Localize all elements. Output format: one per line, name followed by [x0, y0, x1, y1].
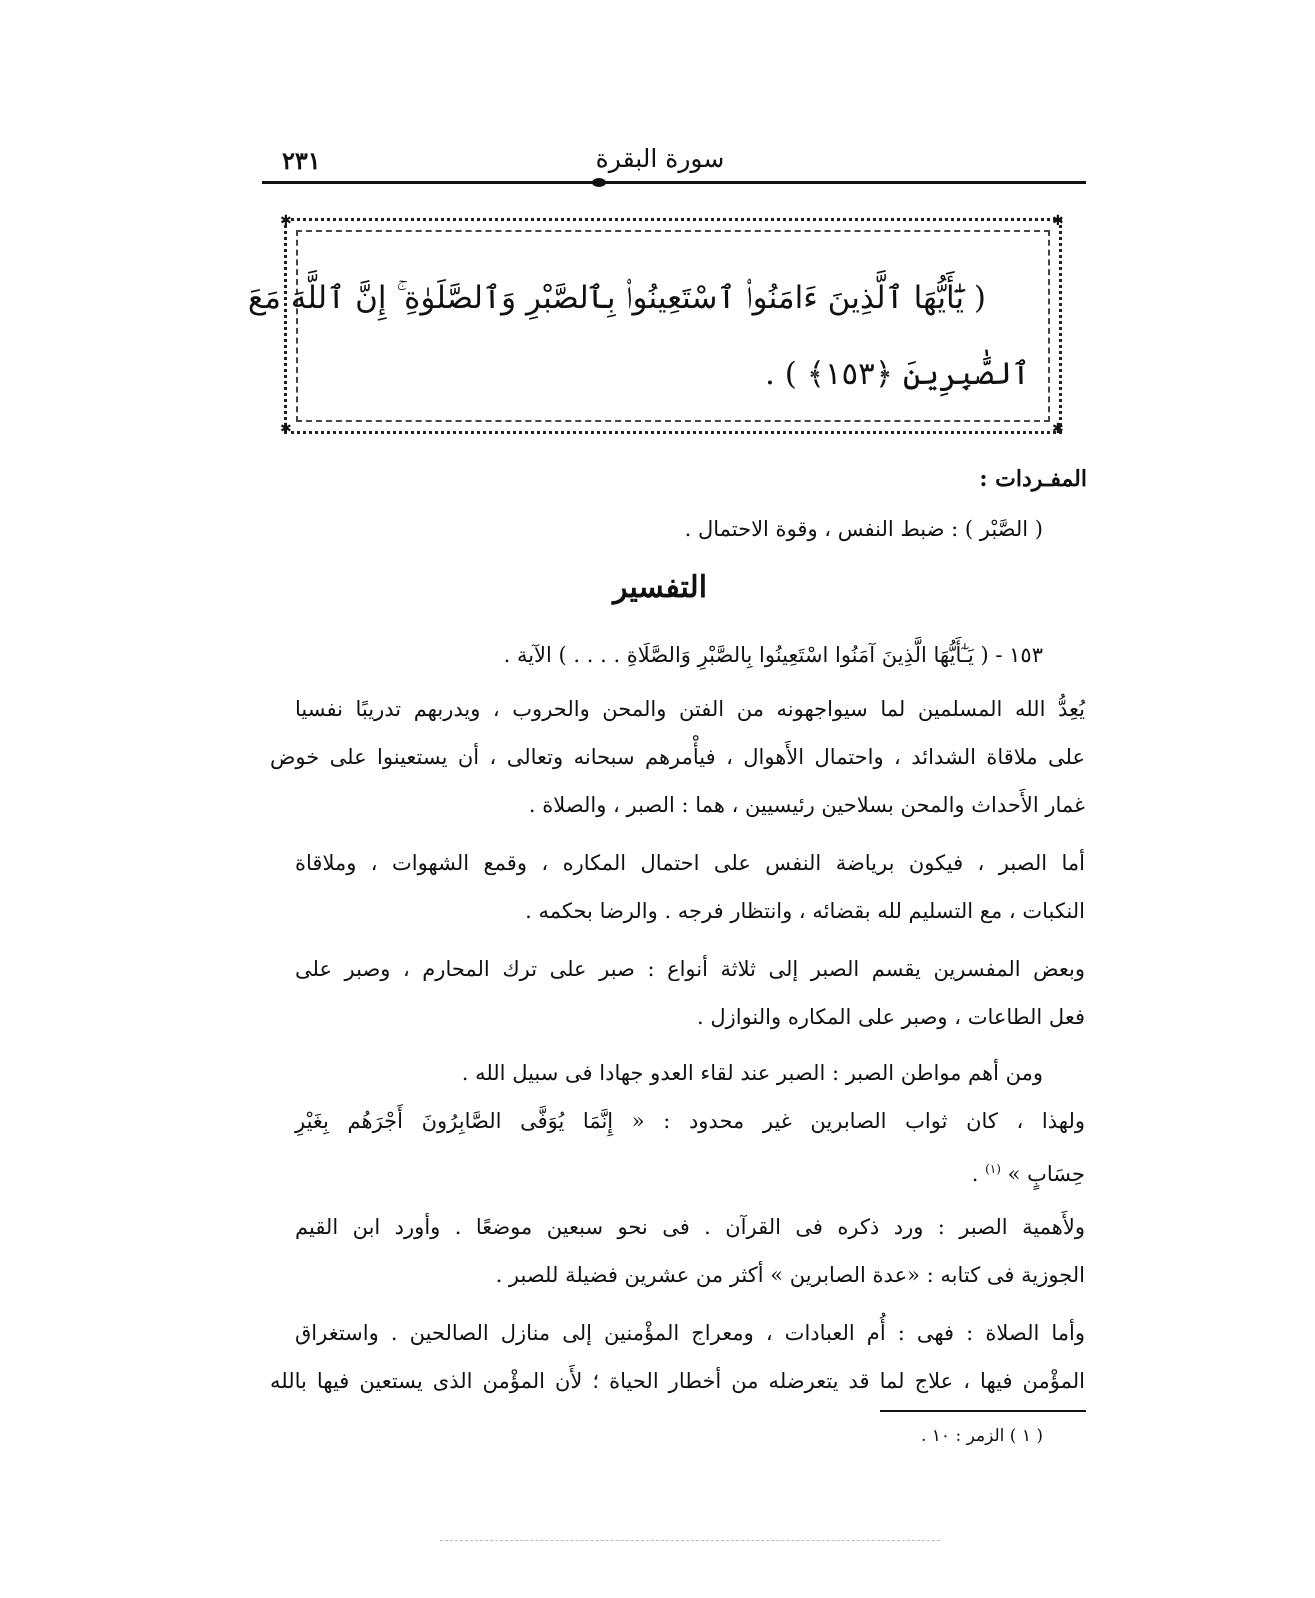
paragraph-line: ولهذا ، كان ثواب الصابرين غير محدود : « إِنَّمَا يُوَفَّى الصَّابِرُونَ أَجْرَهُم بِغَيْرِ	[295, 1109, 1085, 1133]
paragraph-line: أما الصبر ، فيكون برياضة النفس على احتمال المكاره ، وقمع الشهوات ، وملاقاة	[295, 851, 1085, 875]
corner-ornament-icon: ✱	[280, 213, 292, 229]
paragraph-line: يُعِدُّ الله المسلمين لما سيواجهونه من الفتن والمحن والحروب ، ويدربهم تدريبًا نفسيا	[295, 697, 1085, 721]
header-ornament	[592, 178, 606, 187]
paragraph-line: الجوزية فى كتابه : «عدة الصابرين » أكثر من عشرين فضيلة للصبر .	[495, 1263, 1085, 1287]
verse-line-2: ٱلصَّٰبِرِينَ ﴿١٥٣﴾ ) .	[765, 356, 1030, 392]
surah-title: سورة البقرة	[595, 144, 725, 173]
vocabulary-entry: ( الصَّبْر ) : ضبط النفس ، وقوة الاحتمال .	[684, 517, 1043, 541]
corner-ornament-icon: ✱	[1052, 213, 1064, 229]
paragraph-line: على ملاقاة الشدائد ، واحتمال الأَهوال ، فيأْمرهم سبحانه وتعالى ، أن يستعينوا على خوض	[270, 745, 1085, 769]
paragraph-line: فعل الطاعات ، وصبر على المكاره والنوازل .	[697, 1005, 1085, 1029]
page-number: ٢٣١	[282, 146, 321, 175]
paragraph-line	[270, 1154, 1085, 1189]
quote-end: حِسَابٍ »	[1007, 1162, 1085, 1186]
paragraph-line: وأما الصلاة : فهى : أُم العبادات ، ومعراج المؤْمنين إلى منازل الصالحين . واستغراق	[295, 1321, 1085, 1345]
verse-line-1: ( يَٰٓأَيُّهَا ٱلَّذِينَ ءَامَنُوا۟ ٱسْتَعِينُوا۟ بِٱلصَّبْرِ وَٱلصَّلَوٰةِ ۚ إِنَّ ٱللَّهَ مَعَ	[247, 280, 986, 316]
paragraph-line: المؤْمن فيها ، علاج لما قد يتعرضله من أخطار الحياة ؛ لأَن المؤْمن الذى يستعين فيها بالله	[270, 1369, 1085, 1393]
footnote-rule	[880, 1410, 1086, 1412]
paragraph-line: ومن أهم مواطن الصبر : الصبر عند لقاء العدو جهادا فى سبيل الله .	[461, 1061, 1043, 1085]
paragraph-line: النكبات ، مع التسليم لله بقضائه ، وانتظار فرجه . والرضا بحكمه .	[525, 899, 1085, 923]
paragraph-line: وبعض المفسرين يقسم الصبر إلى ثلاثة أنواع : صبر على ترك المحارم ، وصبر على	[295, 957, 1085, 981]
footnote: ( ١ ) الزمر : ١٠ .	[920, 1426, 1043, 1446]
verse-reference: ١٥٣ - ( يَـٰٓأَيُّهَا الَّذِينَ آمَنُوا اسْتَعِينُوا بِالصَّبْرِ وَالصَّلَاةِ . . . . ) الآية .	[503, 643, 1043, 667]
footnote-marker: (١)	[985, 1162, 1001, 1176]
corner-ornament-icon: ✱	[280, 421, 292, 437]
corner-ornament-icon: ✱	[1052, 421, 1064, 437]
paragraph-line: غمار الأَحداث والمحن بسلاحين رئيسيين ، هما : الصبر ، والصلاة .	[528, 793, 1085, 817]
verse-frame-inner	[247, 230, 1050, 422]
vocabulary-heading: المفـردات :	[979, 466, 1087, 492]
header-rule	[262, 181, 1086, 184]
tafsir-heading: التفسير	[612, 570, 708, 605]
paragraph-line: ولأَهمية الصبر : ورد ذكره فى القرآن . فى نحو سبعين موضعًا . وأورد ابن القيم	[295, 1215, 1085, 1239]
scan-artifact	[440, 1540, 940, 1541]
sentence-end: .	[971, 1162, 979, 1186]
